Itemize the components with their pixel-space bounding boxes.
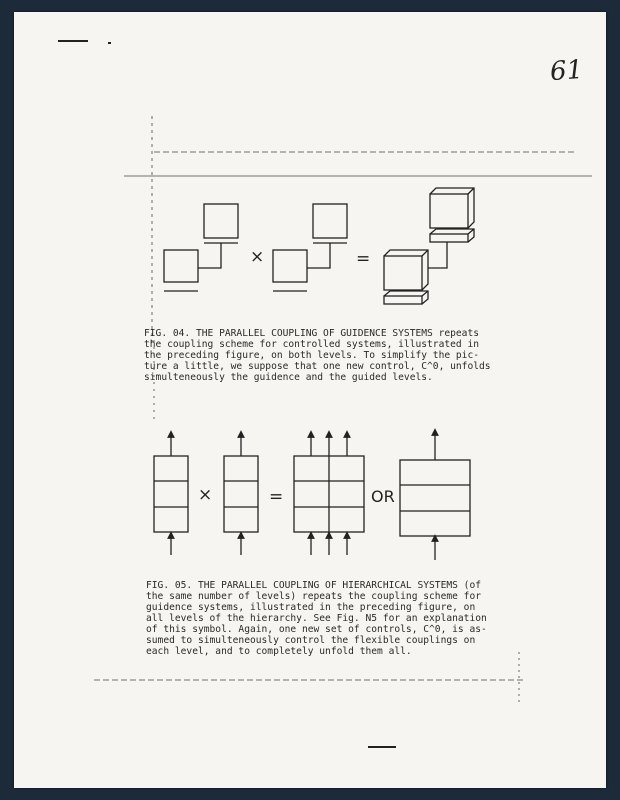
fig05-alternative-grid: [400, 432, 470, 560]
fig04-left-upper-box: [204, 204, 238, 238]
fig05-caption-line: sumed to simulteneously control the flexible couplings on: [146, 635, 476, 646]
fig04-caption-line: ture a little, we suppose that one new control, C^0, unfolds: [144, 361, 491, 372]
fig05-caption: [146, 580, 494, 657]
fig04-caption-line: FIG. 04. THE PARALLEL COUPLING OF GUIDENCE SYSTEMS repeats: [144, 328, 480, 339]
fig05-stack-1: [154, 434, 188, 555]
page-number: 61: [548, 54, 585, 88]
fig05-caption-line: each level, and to completely unfold them all.: [146, 646, 412, 657]
fig05-caption-line: FIG. 05. THE PARALLEL COUPLING OF HIERARCHICAL SYSTEMS (of: [146, 580, 482, 591]
fig04-result-upper-cube: [430, 188, 474, 228]
fig04-caption-line: simulteneously the guidence and the guided levels.: [144, 372, 433, 383]
fig04-left-lower-box: [164, 250, 198, 282]
fig04-mid-lower-box: [273, 250, 307, 282]
fig04-caption: [144, 328, 492, 383]
fig04-result-lower-cube: [384, 250, 428, 290]
fig04-mid-upper-box: [313, 204, 347, 238]
fig05-or-symbol: OR: [371, 487, 395, 506]
fig04-equals-symbol: =: [356, 249, 371, 269]
fig04-result-upper-slab: [430, 229, 474, 242]
document-page: [14, 12, 606, 788]
fig05-caption-line: of this symbol. Again, one new set of controls, C^0, is as-: [146, 624, 487, 635]
fig04-caption-line: the preceding figure, on both levels. To simplify the pic-: [144, 350, 480, 361]
fig05-caption-line: guidence systems, illustrated in the preceding figure, on: [146, 602, 476, 613]
fig04-times-symbol: ×: [250, 247, 265, 267]
fig05-combined-grid: [294, 434, 364, 555]
fig05-equals-symbol: =: [269, 487, 284, 507]
fig05-caption-line: all levels of the hierarchy. See Fig. N5 for an explanation: [146, 613, 487, 624]
fig05-caption-line: the same number of levels) repeats the coupling scheme for: [146, 591, 482, 602]
fig05-times-symbol: ×: [198, 485, 213, 505]
fig04-diagram: [164, 188, 474, 304]
fig04-result-lower-slab: [384, 291, 428, 304]
figures-layer: [14, 12, 606, 788]
fig05-stack-2: [224, 434, 258, 555]
fig04-caption-line: the coupling scheme for controlled systems, illustrated in: [144, 339, 480, 350]
